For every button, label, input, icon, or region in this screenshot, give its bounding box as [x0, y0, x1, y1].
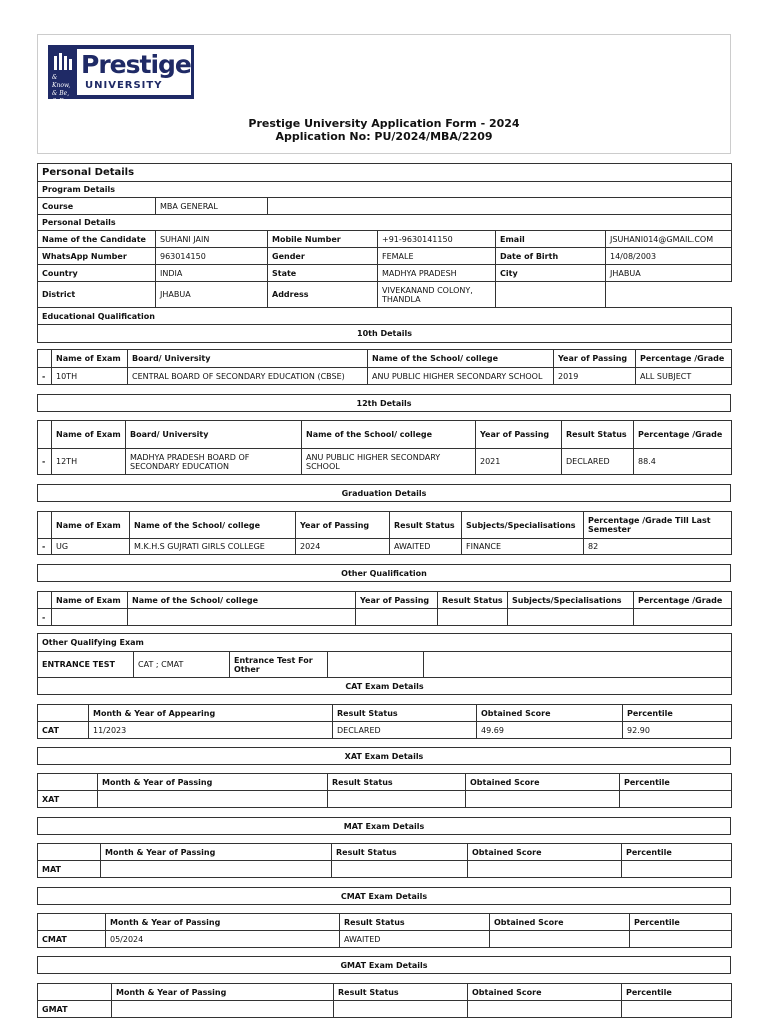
- header-cell: Percentile: [622, 984, 732, 1001]
- building-emblem-icon: [52, 50, 74, 72]
- exam-cell: UG: [52, 539, 130, 555]
- header-cell: Result Status: [340, 914, 490, 931]
- header-cell: Year of Passing: [296, 512, 390, 539]
- mobile-value: +91-9630141150: [378, 231, 496, 248]
- table-row: [38, 368, 732, 385]
- header-cell: Name of Exam: [52, 350, 128, 368]
- empty-cell: [52, 609, 128, 626]
- xat-table: [37, 773, 732, 808]
- subsection-title: Program Details: [38, 182, 732, 198]
- header-cell: [38, 512, 52, 539]
- entrance-table: [37, 633, 732, 695]
- percentile-cell: [630, 931, 732, 948]
- other-qual-title-table: [37, 564, 731, 582]
- header-cell: Percentage /Grade: [634, 421, 732, 449]
- table-row: [38, 449, 732, 475]
- exam-cell: 10TH: [52, 368, 128, 385]
- header-cell: [38, 984, 112, 1001]
- header-cell: Result Status: [332, 844, 468, 861]
- dob-label: Date of Birth: [496, 248, 606, 265]
- header-cell: Percentage /Grade Till Last Semester: [584, 512, 732, 539]
- gmat-table: [37, 983, 732, 1018]
- percentile-cell: [622, 1001, 732, 1018]
- gmat-title: GMAT Exam Details: [38, 957, 731, 974]
- empty-cell: [424, 652, 732, 678]
- year-cell: 2024: [296, 539, 390, 555]
- grade-cell: 88.4: [634, 449, 732, 475]
- header-cell: Obtained Score: [466, 774, 620, 791]
- row-dash: -: [38, 368, 52, 385]
- table-row: [38, 791, 732, 808]
- header-cell: Result Status: [390, 512, 462, 539]
- header-cell: Month & Year of Passing: [101, 844, 332, 861]
- header-cell: Name of Exam: [52, 512, 130, 539]
- country-value: INDIA: [156, 265, 268, 282]
- table-row: [38, 1001, 732, 1018]
- xat-title: XAT Exam Details: [38, 748, 731, 765]
- percentile-cell: [620, 791, 732, 808]
- score-cell: [490, 931, 630, 948]
- country-label: Country: [38, 265, 156, 282]
- city-value: JHABUA: [606, 265, 732, 282]
- header-cell: Obtained Score: [468, 984, 622, 1001]
- year-cell: 2021: [476, 449, 562, 475]
- subsection-title: Personal Details: [38, 215, 732, 231]
- whatsapp-value: 963014150: [156, 248, 268, 265]
- exam-name: CMAT: [38, 931, 106, 948]
- xat-title-table: [37, 747, 731, 765]
- header-cell: Obtained Score: [477, 705, 623, 722]
- header-cell: Percentile: [630, 914, 732, 931]
- header-cell: [38, 350, 52, 368]
- graduation-details-table: [37, 511, 732, 555]
- header-cell: Result Status: [334, 984, 468, 1001]
- header-cell: Result Status: [562, 421, 634, 449]
- grade-cell: 82: [584, 539, 732, 555]
- cmat-table: [37, 913, 732, 948]
- twelfth-title-table: [37, 394, 731, 412]
- application-number: Application No: PU/2024/MBA/2209: [275, 130, 493, 143]
- subsection-title: Educational Qualification: [38, 308, 732, 325]
- form-header: [37, 34, 731, 154]
- header-cell: Percentage /Grade: [634, 592, 732, 609]
- header-cell: Obtained Score: [468, 844, 622, 861]
- entrance-other-label: Entrance Test For Other: [230, 652, 328, 678]
- section-title: Personal Details: [38, 164, 732, 182]
- header-cell: Month & Year of Passing: [112, 984, 334, 1001]
- score-cell: [468, 861, 622, 878]
- entrance-other-value: [328, 652, 424, 678]
- cat-title: CAT Exam Details: [38, 678, 732, 695]
- entrance-test-label: ENTRANCE TEST: [38, 652, 134, 678]
- empty-cell: [496, 282, 606, 308]
- gender-label: Gender: [268, 248, 378, 265]
- row-dash: -: [38, 609, 52, 626]
- empty-cell: [128, 609, 356, 626]
- row-dash: -: [38, 539, 52, 555]
- course-label: Course: [38, 198, 156, 215]
- empty-cell: [606, 282, 732, 308]
- header-cell: Name of Exam: [52, 592, 128, 609]
- other-qual-table: [37, 591, 732, 626]
- table-row: [38, 931, 732, 948]
- exam-name: MAT: [38, 861, 101, 878]
- table-row: [38, 722, 732, 739]
- logo-subtitle: UNIVERSITY: [85, 80, 163, 91]
- header-cell: [38, 844, 101, 861]
- header-cell: Year of Passing: [356, 592, 438, 609]
- state-label: State: [268, 265, 378, 282]
- cat-table: [37, 704, 732, 739]
- percentile-cell: [622, 861, 732, 878]
- name-label: Name of the Candidate: [38, 231, 156, 248]
- address-label: Address: [268, 282, 378, 308]
- gmat-title-table: [37, 956, 731, 974]
- header-cell: [38, 421, 52, 449]
- mobile-label: Mobile Number: [268, 231, 378, 248]
- month-cell: [98, 791, 328, 808]
- status-cell: AWAITED: [340, 931, 490, 948]
- header-cell: [38, 914, 106, 931]
- header-cell: [38, 774, 98, 791]
- header-cell: Month & Year of Passing: [98, 774, 328, 791]
- header-cell: Board/ University: [126, 421, 302, 449]
- header-cell: Name of the School/ college: [130, 512, 296, 539]
- header-cell: Result Status: [333, 705, 477, 722]
- email-value: JSUHANI014@GMAIL.COM: [606, 231, 732, 248]
- empty-cell: [634, 609, 732, 626]
- header-cell: Result Status: [438, 592, 508, 609]
- header-cell: Obtained Score: [490, 914, 630, 931]
- tenth-title: 10th Details: [38, 325, 732, 343]
- month-cell: [101, 861, 332, 878]
- course-value: MBA GENERAL: [156, 198, 268, 215]
- status-cell: [328, 791, 466, 808]
- status-cell: [334, 1001, 468, 1018]
- header-cell: Name of Exam: [52, 421, 126, 449]
- header-cell: Percentage /Grade: [636, 350, 732, 368]
- whatsapp-label: WhatsApp Number: [38, 248, 156, 265]
- month-cell: [112, 1001, 334, 1018]
- cmat-title-table: [37, 887, 731, 905]
- exam-name: CAT: [38, 722, 89, 739]
- score-cell: 49.69: [477, 722, 623, 739]
- header-cell: Percentile: [622, 844, 732, 861]
- logo-brand: Prestige: [81, 50, 191, 79]
- grade-cell: ALL SUBJECT: [636, 368, 732, 385]
- entrance-section-title: Other Qualifying Exam: [38, 634, 732, 652]
- city-label: City: [496, 265, 606, 282]
- state-value: MADHYA PRADESH: [378, 265, 496, 282]
- empty-cell: [268, 198, 732, 215]
- month-cell: 05/2024: [106, 931, 340, 948]
- exam-cell: 12TH: [52, 449, 126, 475]
- table-row: [38, 861, 732, 878]
- empty-cell: [508, 609, 634, 626]
- header-cell: Year of Passing: [476, 421, 562, 449]
- exam-name: GMAT: [38, 1001, 112, 1018]
- district-label: District: [38, 282, 156, 308]
- board-cell: CENTRAL BOARD OF SECONDARY EDUCATION (CBSE): [128, 368, 368, 385]
- row-dash: -: [38, 449, 52, 475]
- district-value: JHABUA: [156, 282, 268, 308]
- table-row: [38, 539, 732, 555]
- month-cell: 11/2023: [89, 722, 333, 739]
- header-cell: Board/ University: [128, 350, 368, 368]
- empty-cell: [438, 609, 508, 626]
- mat-title-table: [37, 817, 731, 835]
- gender-value: FEMALE: [378, 248, 496, 265]
- year-cell: 2019: [554, 368, 636, 385]
- header-cell: [38, 705, 89, 722]
- header-cell: Result Status: [328, 774, 466, 791]
- exam-name: XAT: [38, 791, 98, 808]
- empty-cell: [356, 609, 438, 626]
- university-logo: [48, 45, 194, 105]
- mat-title: MAT Exam Details: [38, 818, 731, 835]
- personal-details-table: [37, 163, 732, 343]
- email-label: Email: [496, 231, 606, 248]
- school-cell: ANU PUBLIC HIGHER SECONDARY SCHOOL: [302, 449, 476, 475]
- header-cell: Name of the School/ college: [302, 421, 476, 449]
- score-cell: [466, 791, 620, 808]
- twelfth-details-table: [37, 420, 732, 475]
- graduation-title: Graduation Details: [38, 485, 731, 502]
- status-cell: DECLARED: [333, 722, 477, 739]
- subjects-cell: FINANCE: [462, 539, 584, 555]
- other-qual-title: Other Qualification: [38, 565, 731, 582]
- header-cell: Percentile: [623, 705, 732, 722]
- graduation-title-table: [37, 484, 731, 502]
- board-cell: MADHYA PRADESH BOARD OF SECONDARY EDUCATION: [126, 449, 302, 475]
- cmat-title: CMAT Exam Details: [38, 888, 731, 905]
- header-cell: Percentile: [620, 774, 732, 791]
- header-cell: Month & Year of Passing: [106, 914, 340, 931]
- header-cell: Subjects/Specialisations: [462, 512, 584, 539]
- header-cell: Subjects/Specialisations: [508, 592, 634, 609]
- score-cell: [468, 1001, 622, 1018]
- name-value: SUHANI JAIN: [156, 231, 268, 248]
- logo-tagline: & Know, & Be, & Do: [52, 74, 71, 105]
- header-cell: [38, 592, 52, 609]
- school-cell: M.K.H.S GUJRATI GIRLS COLLEGE: [130, 539, 296, 555]
- table-row: [38, 609, 732, 626]
- tenth-details-table: [37, 349, 732, 385]
- percentile-cell: 92.90: [623, 722, 732, 739]
- address-value: VIVEKANAND COLONY, THANDLA: [378, 282, 496, 308]
- entrance-test-value: CAT ; CMAT: [134, 652, 230, 678]
- status-cell: DECLARED: [562, 449, 634, 475]
- twelfth-title: 12th Details: [38, 395, 731, 412]
- header-cell: Name of the School/ college: [368, 350, 554, 368]
- header-cell: Year of Passing: [554, 350, 636, 368]
- header-cell: Month & Year of Appearing: [89, 705, 333, 722]
- school-cell: ANU PUBLIC HIGHER SECONDARY SCHOOL: [368, 368, 554, 385]
- mat-table: [37, 843, 732, 878]
- status-cell: [332, 861, 468, 878]
- form-title: Prestige University Application Form - 2024 Application No: PU/2024/MBA/2209: [38, 117, 730, 143]
- header-cell: Name of the School/ college: [128, 592, 356, 609]
- status-cell: AWAITED: [390, 539, 462, 555]
- dob-value: 14/08/2003: [606, 248, 732, 265]
